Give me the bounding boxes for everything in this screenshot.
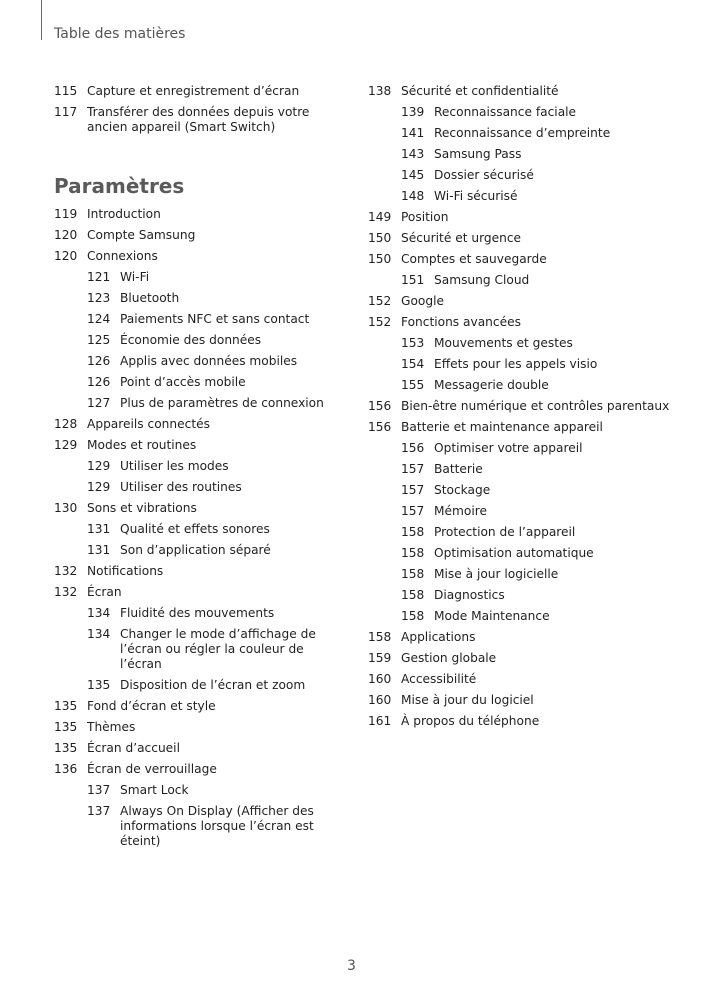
toc-label: Samsung Cloud <box>434 273 530 287</box>
toc-subentry[interactable] <box>87 624 344 675</box>
toc-page-number: 130 <box>54 501 78 515</box>
toc-subentry[interactable] <box>87 330 344 351</box>
toc-label: Optimisation automatique <box>434 546 594 560</box>
toc-label: Fonctions avancées <box>401 315 521 329</box>
toc-page-number: 155 <box>401 378 425 392</box>
toc-subentry[interactable] <box>401 438 688 459</box>
toc-label: Thèmes <box>87 720 136 734</box>
toc-page-number: 115 <box>54 84 78 98</box>
toc-page-number: 117 <box>54 105 78 119</box>
toc-page-number: 156 <box>368 399 392 413</box>
toc-entry[interactable] <box>368 648 688 669</box>
toc-label: À propos du téléphone <box>401 714 540 728</box>
toc-page-number: 149 <box>368 210 392 224</box>
toc-label: Accessibilité <box>401 672 477 686</box>
toc-page-number: 152 <box>368 315 392 329</box>
toc-label: Notifications <box>87 564 164 578</box>
toc-subentry[interactable] <box>401 270 688 291</box>
toc-label: Qualité et effets sonores <box>120 522 270 536</box>
toc-page-number: 119 <box>54 207 78 221</box>
toc-label: Modes et routines <box>87 438 197 452</box>
toc-page-number: 157 <box>401 462 425 476</box>
toc-entry[interactable] <box>368 396 688 417</box>
toc-page-number: 150 <box>368 231 392 245</box>
toc-label: Mise à jour logicielle <box>434 567 559 581</box>
toc-left-column <box>54 81 344 852</box>
toc-subentry[interactable] <box>87 456 344 477</box>
toc-subentry[interactable] <box>87 267 344 288</box>
toc-label: Mémoire <box>434 504 487 518</box>
toc-page-number: 158 <box>401 588 425 602</box>
toc-page-number: 157 <box>401 483 425 497</box>
toc-subentry[interactable] <box>401 585 688 606</box>
toc-label: Applis avec données mobiles <box>120 354 298 368</box>
toc-entry[interactable] <box>54 561 344 582</box>
toc-page-number: 123 <box>87 291 111 305</box>
toc-page-number: 160 <box>368 693 392 707</box>
toc-entry[interactable] <box>54 759 344 780</box>
toc-page-number: 156 <box>368 420 392 434</box>
toc-entry[interactable] <box>54 414 344 435</box>
toc-label: Disposition de l’écran et zoom <box>120 678 306 692</box>
toc-page-number: 158 <box>401 546 425 560</box>
toc-list-main <box>54 204 344 852</box>
toc-label: Capture et enregistrement d’écran <box>87 84 300 98</box>
toc-label: Wi-Fi <box>120 270 150 284</box>
toc-entry[interactable] <box>54 435 344 456</box>
toc-label: Dossier sécurisé <box>434 168 534 182</box>
toc-entry[interactable] <box>368 81 688 102</box>
toc-page-number: 135 <box>54 720 78 734</box>
toc-label: Écran de verrouillage <box>87 762 217 776</box>
toc-subentry[interactable] <box>87 288 344 309</box>
toc-subentry[interactable] <box>401 354 688 375</box>
toc-label: Connexions <box>87 249 158 263</box>
toc-page-number: 143 <box>401 147 425 161</box>
toc-entry[interactable] <box>54 204 344 225</box>
toc-subentry[interactable] <box>401 480 688 501</box>
toc-entry[interactable] <box>368 711 688 732</box>
toc-page-number: 139 <box>401 105 425 119</box>
toc-page-number: 134 <box>87 606 111 620</box>
toc-page-number: 135 <box>54 699 78 713</box>
toc-label: Batterie et maintenance appareil <box>401 420 603 434</box>
toc-page-number: 137 <box>87 804 111 818</box>
toc-page-number: 156 <box>401 441 425 455</box>
toc-label: Mise à jour du logiciel <box>401 693 534 707</box>
toc-list-right <box>368 81 688 732</box>
toc-page-number: 138 <box>368 84 392 98</box>
toc-subentry[interactable] <box>401 501 688 522</box>
toc-subentry[interactable] <box>401 186 688 207</box>
toc-label: Google <box>401 294 444 308</box>
toc-label: Reconnaissance faciale <box>434 105 577 119</box>
toc-page-number: 132 <box>54 585 78 599</box>
toc-page-number: 128 <box>54 417 78 431</box>
toc-label: Sécurité et urgence <box>401 231 522 245</box>
section-gap <box>54 138 344 174</box>
toc-label: Applications <box>401 630 476 644</box>
toc-subentry[interactable] <box>87 675 344 696</box>
toc-label: Stockage <box>434 483 491 497</box>
toc-page-number: 159 <box>368 651 392 665</box>
toc-entry[interactable] <box>368 417 688 438</box>
toc-entry[interactable] <box>54 696 344 717</box>
toc-entry[interactable] <box>54 717 344 738</box>
toc-page-number: 153 <box>401 336 425 350</box>
toc-page-number: 131 <box>87 522 111 536</box>
toc-subentry[interactable] <box>401 522 688 543</box>
toc-entry[interactable] <box>368 291 688 312</box>
toc-entry[interactable] <box>54 102 344 138</box>
section-title: Paramètres <box>54 174 185 198</box>
toc-page-number: 158 <box>368 630 392 644</box>
toc-label: Optimiser votre appareil <box>434 441 583 455</box>
page-number: 3 <box>347 958 356 974</box>
toc-page-number: 148 <box>401 189 425 203</box>
toc-page-number: 129 <box>87 459 111 473</box>
toc-entry[interactable] <box>54 738 344 759</box>
toc-entry[interactable] <box>54 81 344 102</box>
toc-subentry[interactable] <box>401 123 688 144</box>
toc-label: Appareils connectés <box>87 417 210 431</box>
toc-label: Écran d’accueil <box>87 741 180 755</box>
toc-label: Écran <box>87 585 122 599</box>
toc-label: Paiements NFC et sans contact <box>120 312 310 326</box>
toc-page-number: 158 <box>401 525 425 539</box>
toc-subentry[interactable] <box>401 543 688 564</box>
toc-subentry[interactable] <box>87 540 344 561</box>
toc-entry[interactable] <box>368 228 688 249</box>
page-header: Table des matières <box>54 26 186 42</box>
toc-entry[interactable] <box>368 207 688 228</box>
toc-page-number: 124 <box>87 312 111 326</box>
toc-label: Utiliser des routines <box>120 480 242 494</box>
toc-label: Smart Lock <box>120 783 189 797</box>
toc-label: Mouvements et gestes <box>434 336 573 350</box>
toc-page-number: 125 <box>87 333 111 347</box>
toc-label: Effets pour les appels visio <box>434 357 598 371</box>
toc-label: Transférer des données depuis votre ancien appareil (Smart Switch) <box>87 105 310 134</box>
toc-label: Position <box>401 210 449 224</box>
toc-label: Utiliser les modes <box>120 459 229 473</box>
toc-subentry[interactable] <box>401 333 688 354</box>
toc-page-number: 158 <box>401 567 425 581</box>
toc-label: Comptes et sauvegarde <box>401 252 547 266</box>
toc-label: Mode Maintenance <box>434 609 550 623</box>
toc-page-number: 120 <box>54 249 78 263</box>
toc-entry[interactable] <box>54 498 344 519</box>
toc-label: Batterie <box>434 462 483 476</box>
header-divider <box>41 0 42 40</box>
toc-label: Messagerie double <box>434 378 549 392</box>
toc-label: Sons et vibrations <box>87 501 197 515</box>
toc-page-number: 134 <box>87 627 111 641</box>
toc-right-column <box>368 81 688 732</box>
toc-label: Always On Display (Afficher des informations lorsque l’écran est éteint) <box>120 804 314 848</box>
toc-page-number: 150 <box>368 252 392 266</box>
toc-label: Wi-Fi sécurisé <box>434 189 518 203</box>
toc-entry[interactable] <box>368 669 688 690</box>
toc-page-number: 152 <box>368 294 392 308</box>
toc-label: Sécurité et confidentialité <box>401 84 559 98</box>
toc-page-number: 135 <box>87 678 111 692</box>
toc-subentry[interactable] <box>87 780 344 801</box>
toc-page-number: 145 <box>401 168 425 182</box>
toc-subentry[interactable] <box>87 477 344 498</box>
toc-page-number: 135 <box>54 741 78 755</box>
toc-subentry[interactable] <box>401 102 688 123</box>
toc-subentry[interactable] <box>401 375 688 396</box>
toc-page-number: 131 <box>87 543 111 557</box>
toc-label: Plus de paramètres de connexion <box>120 396 324 410</box>
toc-label: Samsung Pass <box>434 147 522 161</box>
toc-entry[interactable] <box>54 225 344 246</box>
toc-subentry[interactable] <box>401 564 688 585</box>
toc-subentry[interactable] <box>401 606 688 627</box>
toc-label: Bluetooth <box>120 291 180 305</box>
toc-page-number: 151 <box>401 273 425 287</box>
toc-label: Gestion globale <box>401 651 497 665</box>
toc-page-number: 141 <box>401 126 425 140</box>
toc-label: Point d’accès mobile <box>120 375 246 389</box>
toc-subentry[interactable] <box>401 459 688 480</box>
toc-label: Introduction <box>87 207 161 221</box>
toc-subentry[interactable] <box>87 393 344 414</box>
toc-subentry[interactable] <box>87 519 344 540</box>
toc-subentry[interactable] <box>87 351 344 372</box>
toc-page-number: 129 <box>54 438 78 452</box>
toc-page-number: 121 <box>87 270 111 284</box>
toc-subentry[interactable] <box>87 603 344 624</box>
toc-page-number: 136 <box>54 762 78 776</box>
toc-label: Fluidité des mouvements <box>120 606 275 620</box>
toc-label: Changer le mode d’affichage de l’écran ou régler la couleur de l’écran <box>120 627 316 671</box>
toc-entry[interactable] <box>368 249 688 270</box>
toc-label: Bien-être numérique et contrôles parentaux <box>401 399 670 413</box>
toc-page-number: 126 <box>87 354 111 368</box>
toc-page-number: 129 <box>87 480 111 494</box>
toc-entry[interactable] <box>368 627 688 648</box>
toc-entry[interactable] <box>54 582 344 603</box>
toc-page-number: 132 <box>54 564 78 578</box>
toc-label: Diagnostics <box>434 588 505 602</box>
toc-label: Compte Samsung <box>87 228 196 242</box>
toc-page-number: 120 <box>54 228 78 242</box>
toc-page-number: 126 <box>87 375 111 389</box>
toc-subentry[interactable] <box>401 165 688 186</box>
toc-page-number: 137 <box>87 783 111 797</box>
toc-page-number: 160 <box>368 672 392 686</box>
toc-entry[interactable] <box>368 690 688 711</box>
toc-page-number: 154 <box>401 357 425 371</box>
toc-entry[interactable] <box>54 246 344 267</box>
toc-page-number: 158 <box>401 609 425 623</box>
toc-page-number: 157 <box>401 504 425 518</box>
toc-label: Reconnaissance d’empreinte <box>434 126 611 140</box>
toc-list-pre <box>54 81 344 138</box>
toc-label: Son d’application séparé <box>120 543 271 557</box>
toc-subentry[interactable] <box>87 372 344 393</box>
toc-page-number: 161 <box>368 714 392 728</box>
toc-label: Protection de l’appareil <box>434 525 576 539</box>
toc-label: Fond d’écran et style <box>87 699 216 713</box>
toc-subentry[interactable] <box>401 144 688 165</box>
toc-label: Économie des données <box>120 333 262 347</box>
toc-subentry[interactable] <box>87 801 344 852</box>
toc-page-number: 127 <box>87 396 111 410</box>
toc-subentry[interactable] <box>87 309 344 330</box>
toc-entry[interactable] <box>368 312 688 333</box>
